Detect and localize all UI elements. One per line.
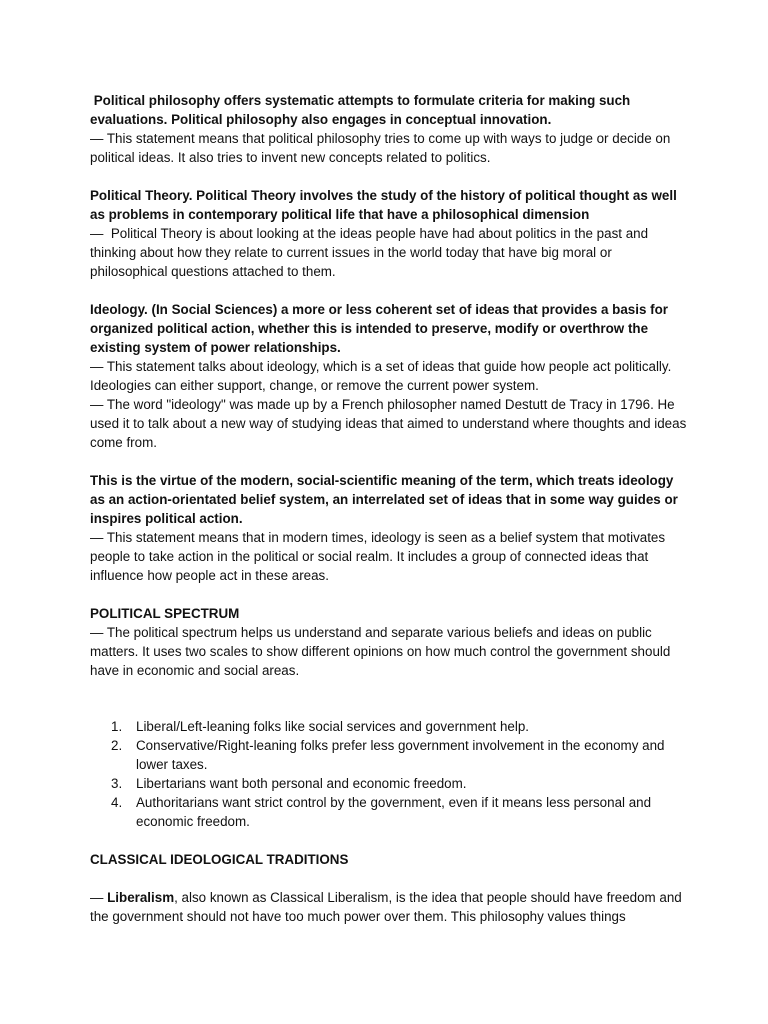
list-item <box>90 717 676 736</box>
statement-ideology: Ideology. (In Social Sciences) a more or less coherent set of ideas that provides a basis for organized political action, whether this is intended to preserve, modify or overthrow the existing system of power relationships. <box>90 302 668 355</box>
spacer <box>90 869 690 888</box>
spacer <box>90 167 690 186</box>
document-body <box>90 91 690 926</box>
explanation-political-spectrum: — The political spectrum helps us understand and separate various beliefs and ideas on public matters. It uses two scales to show different opinions on how much control the government should have in economic and social areas. <box>90 625 671 678</box>
list-text: Libertarians want both personal and economic freedom. <box>136 776 467 791</box>
list-item <box>90 736 676 774</box>
spacer <box>90 281 690 300</box>
paragraph-liberalism <box>90 888 690 926</box>
list-number: 1. <box>111 719 123 734</box>
list-number: 3. <box>111 776 123 791</box>
statement-modern-ideology: This is the virtue of the modern, social-scientific meaning of the term, which treats ideology as an action-orientated belief system, an interrelated set of ideas that in some way guides or inspires political action. <box>90 473 678 526</box>
spectrum-list <box>90 717 690 831</box>
explanation-ideology-origin: — The word "ideology" was made up by a French philosopher named Destutt de Tracy in 1796. He used it to talk about a new way of studying ideas that aimed to understand where thoughts and ideas come from. <box>90 397 687 450</box>
statement-political-theory: Political Theory. Political Theory involves the study of the history of political thought as well as problems in contemporary political life that have a philosophical dimension <box>90 188 677 222</box>
spacer <box>90 585 690 604</box>
list-item <box>90 774 676 793</box>
statement-political-philosophy: Political philosophy offers systematic attempts to formulate criteria for making such evaluations. Political philosophy also engages in conceptual innovation. <box>90 93 634 127</box>
list-number: 2. <box>111 738 123 753</box>
heading-political-spectrum: POLITICAL SPECTRUM <box>90 606 240 621</box>
list-number: 4. <box>111 795 123 810</box>
term-liberalism: Liberalism <box>107 890 175 905</box>
spacer <box>90 452 690 471</box>
list-text: Authoritarians want strict control by the government, even if it means less personal and economic freedom. <box>136 795 652 829</box>
spacer <box>90 680 690 717</box>
list-text: Liberal/Left-leaning folks like social services and government help. <box>136 719 530 734</box>
list-text: Conservative/Right-leaning folks prefer less government involvement in the economy and lower taxes. <box>136 738 665 772</box>
explanation-modern-ideology: — This statement means that in modern times, ideology is seen as a belief system that motivates people to take action in the political or social realm. It includes a group of connected ideas that influence how people act in these areas. <box>90 530 666 583</box>
heading-classical-traditions: CLASSICAL IDEOLOGICAL TRADITIONS <box>90 852 349 867</box>
liberalism-text: , also known as Classical Liberalism, is the idea that people should have freedom and the government should not have too much power over them. This philosophy values things <box>90 890 682 924</box>
list-item <box>90 793 676 831</box>
explanation-ideology: — This statement talks about ideology, which is a set of ideas that guide how people act politically. Ideologies can either support, change, or remove the current power system. <box>90 359 672 393</box>
explanation-political-theory: — Political Theory is about looking at the ideas people have had about politics in the past and thinking about how they relate to current issues in the world today that have big moral or philosophical questions attached to them. <box>90 226 652 279</box>
spacer <box>90 831 690 850</box>
dash-prefix: — <box>90 890 108 905</box>
explanation-political-philosophy: — This statement means that political philosophy tries to come up with ways to judge or decide on political ideas. It also tries to invent new concepts related to politics. <box>90 131 671 165</box>
